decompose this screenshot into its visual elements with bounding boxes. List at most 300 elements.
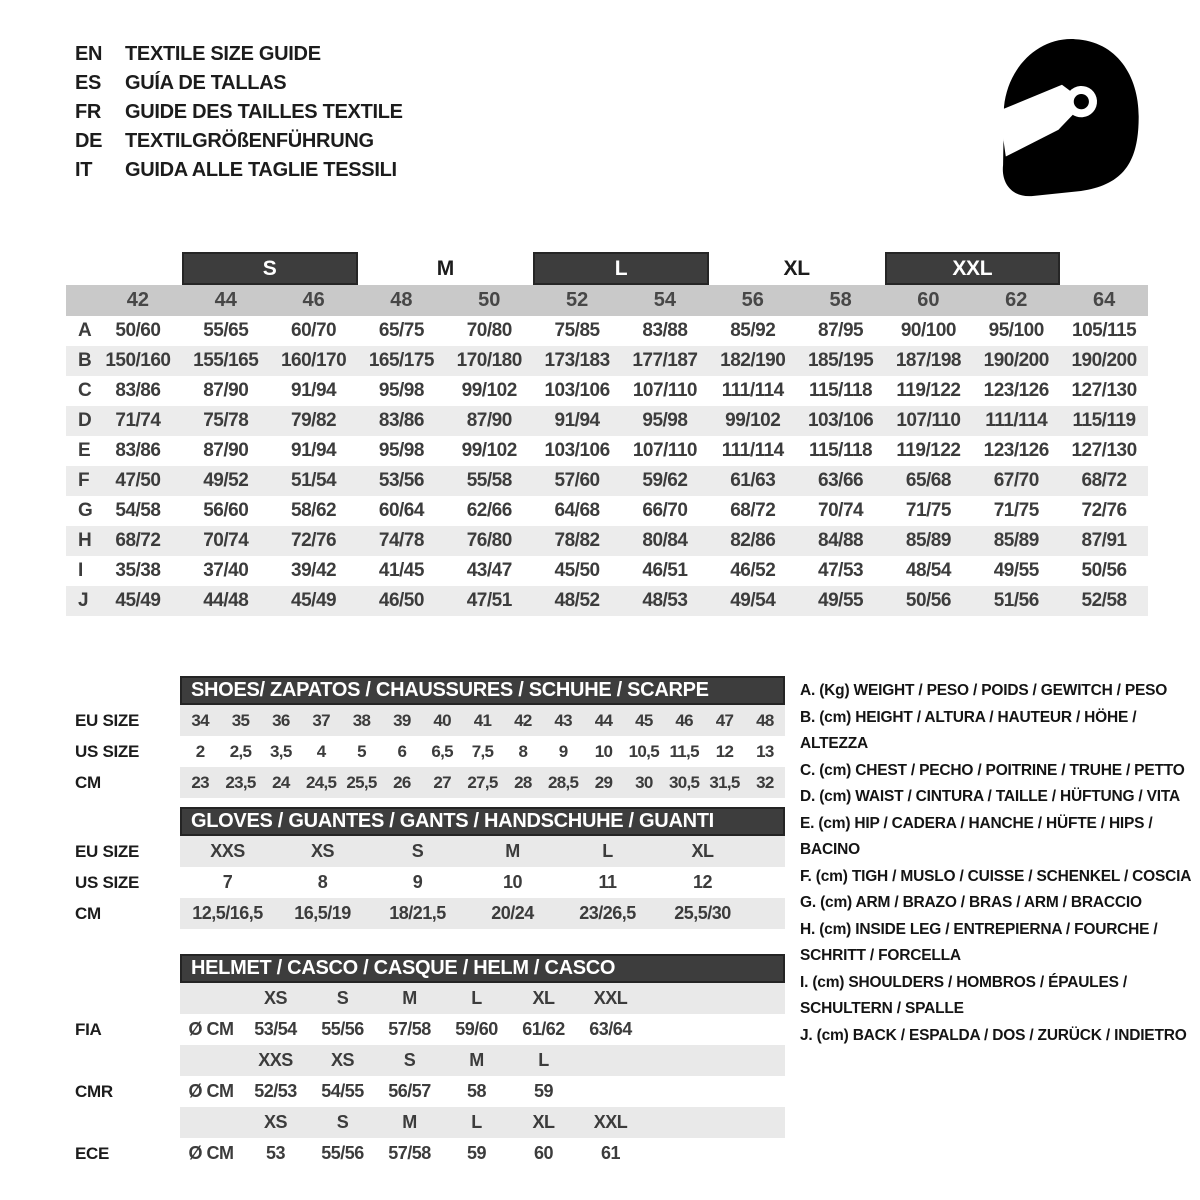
measure-value: 115/118 bbox=[809, 380, 873, 401]
legend-letter: B. bbox=[800, 708, 816, 726]
legend-text: HIP / CADERA / HANCHE / HÜFTE / HIPS / BACINO bbox=[800, 814, 1153, 858]
shoes-value: 44 bbox=[594, 710, 613, 730]
size-group-l: L bbox=[533, 252, 709, 285]
row-letter: H bbox=[78, 530, 92, 551]
language-code: DE bbox=[75, 130, 103, 152]
measure-value: 53/56 bbox=[378, 470, 424, 491]
measure-value: 99/102 bbox=[461, 380, 517, 401]
legend-item bbox=[800, 784, 1194, 811]
shoes-value: 42 bbox=[514, 710, 532, 730]
measure-value: 177/187 bbox=[632, 350, 698, 371]
shoes-value: 23,5 bbox=[225, 772, 256, 792]
textile-size-table bbox=[66, 252, 1148, 616]
measure-row-j bbox=[66, 586, 1148, 616]
helmet-value: S bbox=[403, 1050, 416, 1070]
shoes-row bbox=[66, 736, 785, 767]
gloves-value: 25,5/30 bbox=[674, 903, 731, 923]
measure-value: 185/195 bbox=[807, 350, 874, 371]
helmet-values bbox=[180, 983, 785, 1014]
shoes-value: 46 bbox=[675, 710, 693, 730]
measure-value: 91/94 bbox=[291, 440, 337, 461]
shoes-value: 9 bbox=[558, 741, 568, 761]
gloves-value: XL bbox=[691, 841, 714, 861]
gloves-values bbox=[180, 898, 785, 929]
helmet-value: L bbox=[471, 988, 482, 1008]
shoes-row bbox=[66, 705, 785, 736]
section-gap bbox=[66, 929, 785, 954]
measure-value: 173/183 bbox=[544, 350, 610, 371]
helmet-value: XS bbox=[263, 988, 287, 1008]
language-title: GUÍA DE TALLAS bbox=[125, 72, 287, 94]
measure-value: 150/160 bbox=[105, 350, 171, 371]
measure-row-d bbox=[66, 406, 1148, 436]
spacer bbox=[66, 676, 180, 705]
shoes-value: 27,5 bbox=[467, 772, 498, 792]
measure-value: 64/68 bbox=[554, 500, 600, 521]
gloves-value: XS bbox=[310, 841, 334, 861]
language-row bbox=[75, 69, 403, 98]
measure-value: 155/165 bbox=[193, 350, 259, 371]
helmet-value: 53/54 bbox=[254, 1019, 297, 1039]
measure-value: 99/102 bbox=[725, 410, 781, 431]
measure-value: 115/119 bbox=[1072, 410, 1136, 431]
helmet-value: XXL bbox=[593, 1112, 628, 1132]
measure-value: 75/78 bbox=[203, 410, 249, 431]
measure-value: 71/75 bbox=[905, 500, 951, 521]
helmet-value: S bbox=[336, 988, 349, 1008]
spacer bbox=[66, 954, 180, 983]
legend-item bbox=[800, 811, 1194, 864]
shoes-values bbox=[180, 705, 785, 736]
measure-value: 60/70 bbox=[291, 320, 337, 341]
gloves-value: S bbox=[411, 841, 424, 861]
gloves-title-bar: GLOVES / GUANTES / GANTS / HANDSCHUHE / GUANTI bbox=[180, 807, 785, 836]
gloves-value: 8 bbox=[317, 872, 328, 892]
shoes-value: 30 bbox=[635, 772, 653, 792]
measure-value: 95/98 bbox=[378, 440, 424, 461]
language-row bbox=[75, 40, 403, 69]
gloves-section bbox=[66, 807, 785, 929]
shoes-row-label: EU SIZE bbox=[75, 710, 140, 730]
measure-value: 79/82 bbox=[291, 410, 337, 431]
shoes-title-bar: SHOES/ ZAPATOS / CHAUSSURES / SCHUHE / SCARPE bbox=[180, 676, 785, 705]
helmet-values bbox=[180, 1107, 785, 1138]
measure-value: 87/90 bbox=[203, 380, 249, 401]
size-group-xl: XL bbox=[783, 256, 810, 280]
shoes-values bbox=[180, 767, 785, 798]
measure-value: 49/54 bbox=[730, 590, 776, 611]
measure-value: 84/88 bbox=[818, 530, 864, 551]
measure-value: 46/51 bbox=[642, 560, 688, 581]
legend-text: WAIST / CINTURA / TAILLE / HÜFTUNG / VITA bbox=[855, 788, 1181, 805]
measure-value: 190/200 bbox=[1071, 350, 1137, 371]
legend-letter: F. bbox=[800, 867, 812, 885]
helmet-value: 52/53 bbox=[254, 1081, 297, 1101]
measure-value: 46/52 bbox=[730, 560, 776, 581]
shoes-value: 6,5 bbox=[431, 741, 453, 761]
legend-unit: (Kg) bbox=[819, 682, 850, 699]
measure-value: 49/55 bbox=[818, 590, 864, 611]
size-column-header: 42 bbox=[126, 289, 150, 311]
measure-value: 43/47 bbox=[466, 560, 512, 581]
shoes-rows bbox=[66, 705, 785, 798]
legend-item bbox=[800, 1023, 1194, 1050]
shoes-value: 47 bbox=[715, 710, 734, 730]
racing-helmet-icon bbox=[982, 30, 1147, 212]
shoes-value: 39 bbox=[393, 710, 411, 730]
legend-item bbox=[800, 917, 1194, 970]
measure-value: 57/60 bbox=[554, 470, 600, 491]
language-title: TEXTILGRÖßENFÜHRUNG bbox=[125, 130, 374, 152]
size-number-band bbox=[66, 285, 1148, 316]
measure-value: 103/106 bbox=[544, 380, 610, 401]
size-group-m: M bbox=[436, 256, 454, 280]
measure-value: 68/72 bbox=[730, 500, 776, 521]
measure-value: 45/49 bbox=[115, 590, 161, 611]
helmet-value: S bbox=[336, 1112, 349, 1132]
language-code: FR bbox=[75, 101, 102, 123]
legend-text: HEIGHT / ALTURA / HAUTEUR / HÖHE / ALTEZZA bbox=[800, 708, 1137, 752]
measure-value: 52/58 bbox=[1081, 590, 1127, 611]
shoes-value: 29 bbox=[594, 772, 613, 792]
measure-row-f bbox=[66, 466, 1148, 496]
helmet-row-fia bbox=[66, 1014, 785, 1045]
measure-value: 127/130 bbox=[1071, 440, 1137, 461]
size-column-header: 64 bbox=[1092, 289, 1116, 311]
size-group-xxl: XXL bbox=[885, 252, 1061, 285]
measure-value: 62/66 bbox=[466, 500, 512, 521]
measure-value: 70/74 bbox=[818, 500, 864, 521]
size-group-s: S bbox=[182, 252, 358, 285]
shoes-row-label: CM bbox=[75, 772, 101, 792]
shoes-values bbox=[180, 736, 785, 767]
measure-value: 60/64 bbox=[378, 500, 424, 521]
measure-value: 37/40 bbox=[203, 560, 249, 581]
legend-text: SHOULDERS / HOMBROS / ÉPAULES / SCHULTERN / SPALLE bbox=[800, 973, 1127, 1017]
shoes-value: 24 bbox=[272, 772, 290, 792]
measure-value: 83/86 bbox=[115, 440, 161, 461]
gloves-row bbox=[66, 836, 785, 867]
measure-value: 115/118 bbox=[809, 440, 873, 461]
legend-letter: G. bbox=[800, 894, 816, 911]
measure-value: 56/60 bbox=[203, 500, 249, 521]
helmet-value: M bbox=[469, 1050, 484, 1070]
gloves-row bbox=[66, 898, 785, 929]
measure-value: 160/170 bbox=[280, 350, 347, 371]
helmet-title-bar: HELMET / CASCO / CASQUE / HELM / CASCO bbox=[180, 954, 785, 983]
helmet-value: 63/64 bbox=[589, 1019, 632, 1039]
shoes-value: 10 bbox=[594, 741, 613, 761]
helmet-value: XXL bbox=[593, 988, 628, 1008]
size-column-header: 52 bbox=[565, 289, 589, 311]
shoes-value: 23 bbox=[191, 772, 209, 792]
lower-tables bbox=[66, 676, 785, 1169]
measure-value: 87/90 bbox=[203, 440, 249, 461]
measure-value: 68/72 bbox=[115, 530, 161, 551]
measure-row-i bbox=[66, 556, 1148, 586]
measure-value: 47/53 bbox=[818, 560, 864, 581]
gloves-row-label: EU SIZE bbox=[75, 841, 140, 861]
row-letter: F bbox=[78, 470, 90, 491]
helmet-value: M bbox=[402, 988, 417, 1008]
gloves-row-label: CM bbox=[75, 903, 101, 923]
shoes-value: 13 bbox=[756, 741, 774, 761]
helmet-sizes-row bbox=[66, 1045, 785, 1076]
helmet-value: 53 bbox=[265, 1143, 286, 1163]
shoes-value: 30,5 bbox=[669, 772, 700, 792]
gloves-value: XXS bbox=[210, 841, 245, 861]
language-title: TEXTILE SIZE GUIDE bbox=[125, 43, 321, 65]
helmet-value: 55/56 bbox=[321, 1143, 364, 1163]
legend-item bbox=[800, 890, 1194, 917]
measure-value: 95/100 bbox=[988, 320, 1044, 341]
gloves-values bbox=[180, 836, 785, 867]
shoes-value: 8 bbox=[518, 741, 528, 761]
shoes-value: 34 bbox=[191, 710, 209, 730]
language-code: EN bbox=[75, 43, 103, 65]
measure-value: 74/78 bbox=[378, 530, 424, 551]
shoes-value: 26 bbox=[393, 772, 411, 792]
helmet-rows bbox=[66, 983, 785, 1169]
measure-value: 48/53 bbox=[642, 590, 688, 611]
helmet-value: 55/56 bbox=[321, 1019, 364, 1039]
measure-value: 83/86 bbox=[115, 380, 161, 401]
shoes-value: 12 bbox=[715, 741, 734, 761]
measure-row-b bbox=[66, 346, 1148, 376]
gloves-value: 7 bbox=[222, 872, 233, 892]
helmet-value: XS bbox=[263, 1112, 287, 1132]
measure-value: 71/74 bbox=[115, 410, 161, 431]
measure-value: 48/52 bbox=[554, 590, 600, 611]
row-letter: B bbox=[78, 350, 92, 371]
helmet-value: 56/57 bbox=[388, 1081, 431, 1101]
size-group-row bbox=[66, 252, 1148, 285]
gloves-value: 11 bbox=[598, 872, 617, 892]
language-title: GUIDA ALLE TAGLIE TESSILI bbox=[125, 159, 397, 181]
measure-value: 187/198 bbox=[895, 350, 961, 371]
language-row bbox=[75, 156, 403, 185]
size-column-header: 44 bbox=[214, 289, 237, 311]
shoes-value: 41 bbox=[473, 710, 492, 730]
helmet-row-label: FIA bbox=[75, 1019, 102, 1039]
measure-value: 67/70 bbox=[993, 470, 1039, 491]
shoes-value: 32 bbox=[756, 772, 774, 792]
measure-row-h bbox=[66, 526, 1148, 556]
measure-value: 91/94 bbox=[554, 410, 600, 431]
shoes-value: 6 bbox=[397, 741, 407, 761]
legend-item bbox=[800, 864, 1194, 891]
measure-value: 61/63 bbox=[730, 470, 776, 491]
helmet-unit-label: Ø CM bbox=[188, 1081, 234, 1101]
measure-row-c bbox=[66, 376, 1148, 406]
gloves-value: 16,5/19 bbox=[294, 903, 351, 923]
measure-value: 165/175 bbox=[368, 350, 434, 371]
language-row bbox=[75, 127, 403, 156]
band-letter-spacer bbox=[66, 285, 94, 316]
measure-value: 127/130 bbox=[1071, 380, 1137, 401]
helmet-value: M bbox=[402, 1112, 417, 1132]
language-code: IT bbox=[75, 159, 93, 181]
shoes-value: 35 bbox=[231, 710, 250, 730]
helmet-row-label bbox=[66, 983, 180, 1014]
measure-value: 44/48 bbox=[203, 590, 249, 611]
legend-item bbox=[800, 705, 1194, 758]
measure-value: 66/70 bbox=[642, 500, 688, 521]
measure-value: 45/49 bbox=[291, 590, 337, 611]
legend-text: CHEST / PECHO / POITRINE / TRUHE / PETTO bbox=[855, 761, 1185, 779]
measure-value: 123/126 bbox=[983, 380, 1049, 401]
helmet-values bbox=[180, 1014, 785, 1045]
shoes-value: 24,5 bbox=[306, 772, 337, 792]
gloves-value: 12,5/16,5 bbox=[192, 903, 263, 923]
helmet-row-label bbox=[66, 1107, 180, 1138]
legend-letter: H. bbox=[800, 920, 816, 938]
size-column-header: 62 bbox=[1005, 289, 1028, 311]
legend-text: BACK / ESPALDA / DOS / ZURÜCK / INDIETRO bbox=[852, 1026, 1187, 1044]
row-letter: G bbox=[78, 500, 93, 521]
measure-value: 65/68 bbox=[905, 470, 951, 491]
helmet-value: 61/62 bbox=[522, 1019, 565, 1039]
row-letter: J bbox=[78, 590, 89, 611]
measure-value: 45/50 bbox=[554, 560, 600, 581]
measure-value: 50/56 bbox=[905, 590, 951, 611]
legend-item bbox=[800, 970, 1194, 1023]
measure-value: 85/89 bbox=[993, 530, 1039, 551]
measure-value: 55/65 bbox=[203, 320, 249, 341]
helmet-value: XL bbox=[532, 1112, 555, 1132]
row-letter: A bbox=[78, 320, 92, 341]
measure-value: 119/122 bbox=[896, 380, 961, 401]
legend-unit: (cm) bbox=[819, 920, 852, 938]
helmet-unit-label: Ø CM bbox=[188, 1019, 234, 1039]
measure-value: 95/98 bbox=[642, 410, 688, 431]
measure-value: 51/56 bbox=[993, 590, 1039, 611]
legend-unit: (cm) bbox=[819, 788, 852, 805]
shoes-value: 37 bbox=[312, 710, 330, 730]
measure-value: 71/75 bbox=[993, 500, 1039, 521]
measure-row-e bbox=[66, 436, 1148, 466]
helmet-value: L bbox=[538, 1050, 549, 1070]
shoes-value: 3,5 bbox=[270, 741, 292, 761]
measure-value: 83/88 bbox=[642, 320, 688, 341]
helmet-value: 61 bbox=[600, 1143, 621, 1163]
legend-item bbox=[800, 678, 1194, 705]
measure-value: 123/126 bbox=[983, 440, 1049, 461]
helmet-row-label: CMR bbox=[75, 1081, 113, 1101]
legend-unit: (cm) bbox=[820, 894, 853, 911]
legend-letter: C. bbox=[800, 761, 816, 779]
legend-letter: I. bbox=[800, 973, 809, 991]
shoes-value: 2 bbox=[195, 741, 205, 761]
helmet-value: XXS bbox=[258, 1050, 293, 1070]
measure-value: 190/200 bbox=[983, 350, 1049, 371]
measure-value: 91/94 bbox=[291, 380, 337, 401]
shoes-value: 11,5 bbox=[669, 741, 699, 761]
measure-value: 54/58 bbox=[115, 500, 161, 521]
measure-value: 105/115 bbox=[1072, 320, 1137, 341]
measure-value: 87/95 bbox=[818, 320, 864, 341]
helmet-value: 60 bbox=[533, 1143, 554, 1163]
measure-value: 85/89 bbox=[905, 530, 951, 551]
helmet-values bbox=[180, 1076, 785, 1107]
gloves-value: 18/21,5 bbox=[389, 903, 446, 923]
shoes-value: 40 bbox=[433, 710, 451, 730]
legend-unit: (cm) bbox=[818, 814, 851, 832]
measure-value: 68/72 bbox=[1081, 470, 1127, 491]
row-letter: C bbox=[78, 380, 92, 401]
legend-letter: D. bbox=[800, 788, 816, 805]
measure-value: 50/56 bbox=[1081, 560, 1127, 581]
measure-value: 70/80 bbox=[466, 320, 512, 341]
row-letter: I bbox=[78, 560, 84, 581]
shoes-value: 28,5 bbox=[548, 772, 579, 792]
shoes-value: 45 bbox=[635, 710, 653, 730]
measure-value: 87/91 bbox=[1081, 530, 1127, 551]
measure-value: 82/86 bbox=[730, 530, 776, 551]
measure-value: 46/50 bbox=[378, 590, 424, 611]
measure-value: 55/58 bbox=[466, 470, 512, 491]
measure-value: 48/54 bbox=[905, 560, 951, 581]
legend-text: WEIGHT / PESO / POIDS / GEWITCH / PESO bbox=[853, 682, 1168, 699]
gloves-row-label: US SIZE bbox=[75, 872, 140, 892]
shoes-section bbox=[66, 676, 785, 798]
measure-value: 107/110 bbox=[632, 380, 697, 401]
size-column-header: 56 bbox=[741, 289, 764, 311]
measure-value: 76/80 bbox=[466, 530, 512, 551]
legend-unit: (cm) bbox=[819, 708, 852, 726]
helmet-row-label bbox=[66, 1045, 180, 1076]
legend-unit: (cm) bbox=[816, 1026, 849, 1044]
measure-value: 72/76 bbox=[291, 530, 337, 551]
language-row bbox=[75, 98, 403, 127]
gloves-value: 10 bbox=[502, 872, 523, 892]
shoes-value: 5 bbox=[357, 741, 366, 761]
helmet-value: XL bbox=[532, 988, 555, 1008]
measure-value: 107/110 bbox=[896, 410, 961, 431]
measurement-legend bbox=[800, 678, 1194, 1049]
helmet-value: 59 bbox=[533, 1081, 554, 1101]
gloves-values bbox=[180, 867, 785, 898]
shoes-row bbox=[66, 767, 785, 798]
measure-value: 83/86 bbox=[378, 410, 424, 431]
legend-item bbox=[800, 758, 1194, 785]
shoes-value: 27 bbox=[433, 772, 451, 792]
legend-text: ARM / BRAZO / BRAS / ARM / BRACCIO bbox=[855, 894, 1142, 911]
measure-value: 111/114 bbox=[985, 410, 1048, 431]
measure-value: 170/180 bbox=[456, 350, 522, 371]
measure-value: 95/98 bbox=[378, 380, 424, 401]
measure-value: 58/62 bbox=[291, 500, 337, 521]
measure-row-a bbox=[66, 316, 1148, 346]
helmet-value: 58 bbox=[466, 1081, 487, 1101]
section-gap bbox=[66, 798, 785, 807]
shoes-value: 28 bbox=[514, 772, 532, 792]
measure-value: 49/52 bbox=[203, 470, 249, 491]
measure-value: 90/100 bbox=[900, 320, 956, 341]
gloves-value: 23/26,5 bbox=[579, 903, 636, 923]
size-column-header: 54 bbox=[653, 289, 677, 311]
size-column-header: 48 bbox=[390, 289, 413, 311]
helmet-value: 54/55 bbox=[321, 1081, 364, 1101]
legend-letter: J. bbox=[800, 1026, 813, 1044]
shoes-value: 4 bbox=[316, 741, 326, 761]
helmet-value: 57/58 bbox=[388, 1143, 431, 1163]
helmet-value: 59/60 bbox=[455, 1019, 498, 1039]
shoes-value: 43 bbox=[554, 710, 572, 730]
legend-text: INSIDE LEG / ENTREPIERNA / FOURCHE / SCHRITT / FORCELLA bbox=[800, 920, 1158, 964]
legend-unit: (cm) bbox=[812, 973, 845, 991]
measure-value: 63/66 bbox=[818, 470, 864, 491]
